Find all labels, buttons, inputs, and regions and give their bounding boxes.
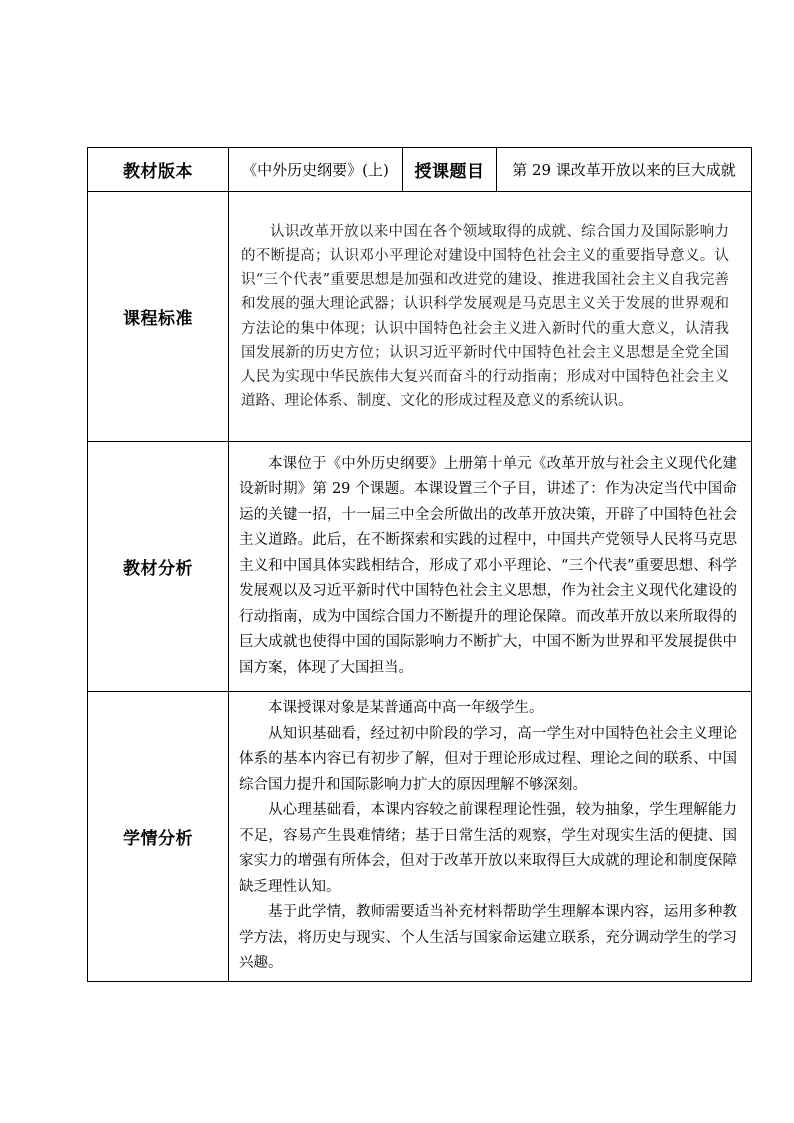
paragraph: 本课授课对象是某普通高中高一年级学生。 — [268, 700, 544, 717]
section-label: 课程标准 — [88, 192, 229, 442]
section-content — [229, 192, 752, 442]
lesson-plan-table — [87, 147, 752, 982]
paragraph: 基于此学情，教师需要适当补充材料帮助学生理解本课内容，运用多种教学方法，将历史与现实、个人生活与国家命运建立联系，充分调动学生的学习兴趣。 — [239, 904, 737, 972]
section-content — [229, 442, 752, 692]
topic-value: 第 29 课改革开放以来的巨大成就 — [497, 148, 752, 192]
paragraph: 本课位于《中外历史纲要》上册第十单元《改革开放与社会主义现代化建设新时期》第 29 个课题。本课设置三个子目，讲述了：作为决定当代中国命运的关键一招，十一届三中全会所做出的改革开放决策，开辟了中国特色社会主义道路。此后，在不断探索和实践的过程中，中国共产党领导人民将马克思主义和中国具体实践相结合，形成了邓小平理论、“三个代表”重要思想、科学发展观以及习近平新时代中国特色社会主义思想，作为社会主义现代化建设的行动指南，成为中国综合国力不断提升的理论保障。而改革开放以来所取得的巨大成就也使得中国的国际影响力不断扩大，中国不断为世界和平发展提供中国方案，体现了大国担当。 — [239, 455, 737, 676]
section-row-textbook-analysis — [88, 442, 752, 692]
section-label: 学情分析 — [88, 692, 229, 982]
paragraph: 认识改革开放以来中国在各个领域取得的成就、综合国力及国际影响力的不断提高；认识邓小平理论对建设中国特色社会主义的重要指导意义。认识“三个代表”重要思想是加强和改进党的建设、推进我国社会主义自我完善和发展的强大理论武器；认识科学发展观是马克思主义关于发展的世界观和方法论的集中体现；认识中国特色社会主义进入新时代的重大意义，认清我国发展新的历史方位；认识习近平新时代中国特色社会主义思想是全党全国人民为实现中华民族伟大复兴而奋斗的行动指南；形成对中国特色社会主义道路、理论体系、制度、文化的形成过程及意义的系统认识。 — [241, 223, 729, 410]
paragraph: 从心理基础看，本课内容较之前课程理论性强，较为抽象，学生理解能力不足，容易产生畏难情绪；基于日常生活的观察，学生对现实生活的便捷、国家实力的增强有所体会，但对于改革开放以来取得巨大成就的理论和制度保障缺乏理性认知。 — [239, 802, 737, 895]
lesson-plan-sheet — [87, 147, 751, 982]
topic-label: 授课题目 — [403, 148, 497, 192]
section-row-student-analysis — [88, 692, 752, 982]
edition-label: 教材版本 — [88, 148, 229, 192]
edition-value: 《中外历史纲要》(上) — [229, 148, 403, 192]
paragraph: 从知识基础看，经过初中阶段的学习，高一学生对中国特色社会主义理论体系的基本内容已有初步了解，但对于理论形成过程、理论之间的联系、中国综合国力提升和国际影响力扩大的原因理解不够深刻。 — [239, 725, 737, 793]
header-row — [88, 148, 752, 192]
section-content — [229, 692, 752, 982]
section-label: 教材分析 — [88, 442, 229, 692]
section-row-curriculum-standard — [88, 192, 752, 442]
